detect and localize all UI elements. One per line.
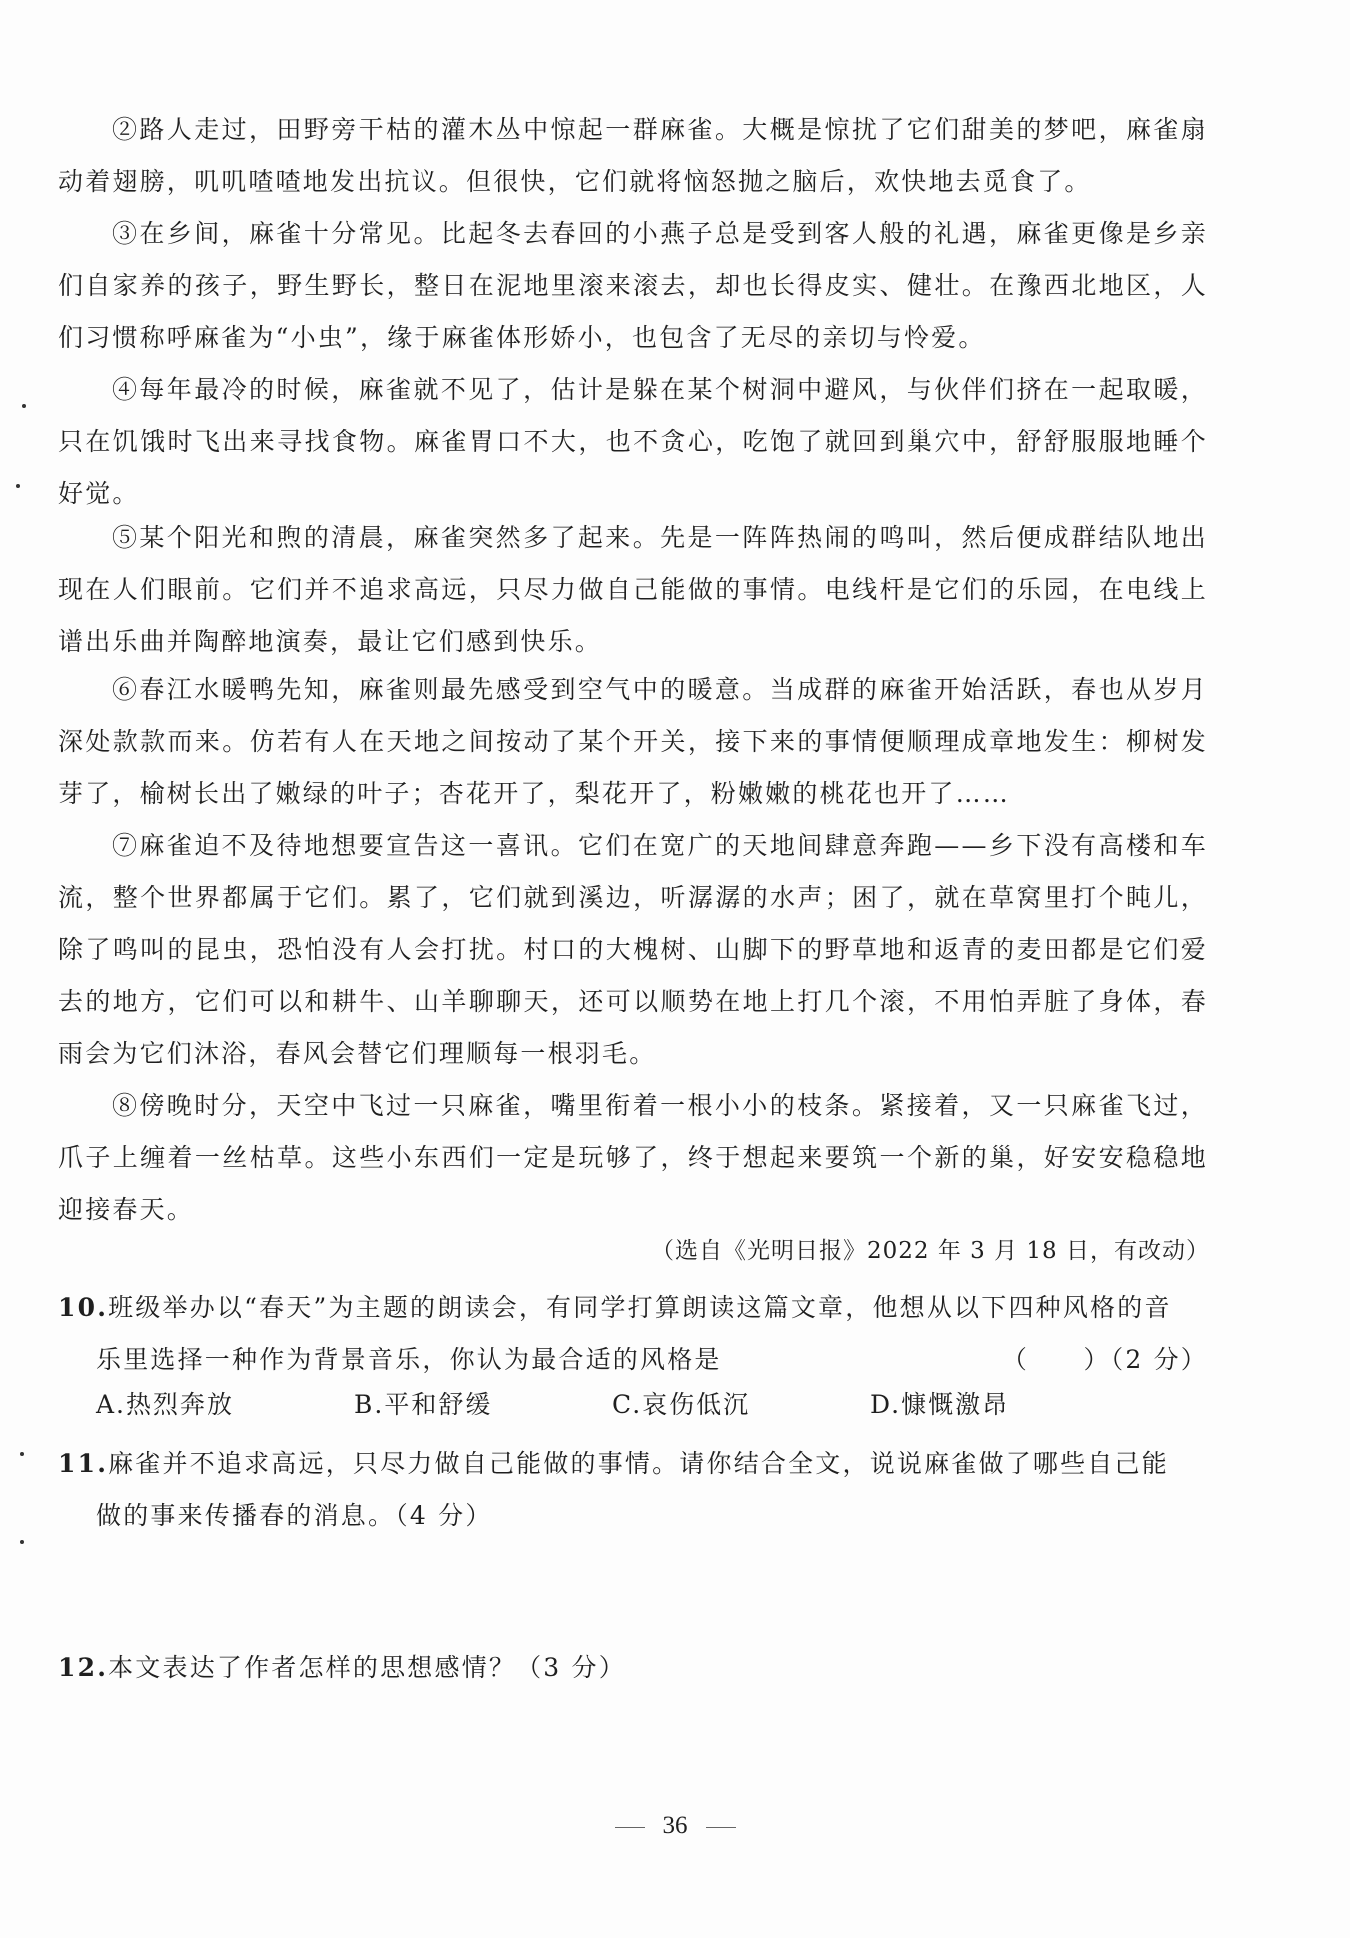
margin-mark xyxy=(20,1452,24,1456)
paragraph-3: ③在乡间，麻雀十分常见。比起冬去春回的小燕子总是受到客人般的礼遇，麻雀更像是乡亲们自家养的孩子，野生野长，整日在泥地里滚来滚去，却也长得皮实、健壮。在豫西北地区，人们习惯称呼麻雀为“小虫”，缘于麻雀体形娇小，也包含了无尽的亲切与怜爱。 xyxy=(58,219,1208,352)
question-11 xyxy=(58,1438,1208,1542)
option-b: B.平和舒缓 xyxy=(354,1390,493,1419)
question-number: 11. xyxy=(58,1449,109,1478)
source-citation: （选自《光明日报》2022 年 3 月 18 日，有改动） xyxy=(651,1238,1210,1264)
question-number: 12. xyxy=(58,1653,109,1682)
paragraph-4: ④每年最冷的时候，麻雀就不见了，估计是躲在某个树洞中避风，与伙伴们挤在一起取暖，只在饥饿时飞出来寻找食物。麻雀胃口不大，也不贪心，吃饱了就回到巢穴中，舒舒服服地睡个好觉。 xyxy=(58,375,1208,508)
margin-mark xyxy=(22,404,26,408)
footer-dash-right xyxy=(706,1827,736,1828)
paragraph-8: ⑧傍晚时分，天空中飞过一只麻雀，嘴里衔着一根小小的枝条。紧接着，又一只麻雀飞过，爪子上缠着一丝枯草。这些小东西们一定是玩够了，终于想起来要筑一个新的巢，好安安稳稳地迎接春天。 xyxy=(58,1091,1208,1224)
paragraph-2: ②路人走过，田野旁干枯的灌木丛中惊起一群麻雀。大概是惊扰了它们甜美的梦吧，麻雀扇动着翅膀，叽叽喳喳地发出抗议。但很快，它们就将恼怒抛之脑后，欢快地去觅食了。 xyxy=(58,115,1208,196)
margin-mark xyxy=(16,484,20,488)
question-12 xyxy=(58,1642,1208,1694)
option-d: D.慷慨激昂 xyxy=(870,1390,1010,1419)
page-footer xyxy=(0,1812,1350,1840)
footer-dash-left xyxy=(615,1827,645,1828)
paragraph-5: ⑤某个阳光和煦的清晨，麻雀突然多了起来。先是一阵阵热闹的鸣叫，然后便成群结队地出现在人们眼前。它们并不追求高远，只尽力做自己能做的事情。电线杆是它们的乐园，在电线上谱出乐曲并陶醉地演奏，最让它们感到快乐。 xyxy=(58,523,1208,656)
answer-blank: （ ）（2 分） xyxy=(1001,1345,1208,1374)
question-number: 10. xyxy=(58,1293,109,1322)
question-text: 麻雀并不追求高远，只尽力做自己能做的事情。请你结合全文，说说麻雀做了哪些自己能 xyxy=(108,1449,1169,1478)
answer-options xyxy=(96,1385,1206,1421)
option-c: C.哀伤低沉 xyxy=(612,1390,751,1419)
question-10 xyxy=(58,1282,1208,1386)
paragraph-6: ⑥春江水暖鸭先知，麻雀则最先感受到空气中的暖意。当成群的麻雀开始活跃，春也从岁月深处款款而来。仿若有人在天地之间按动了某个开关，接下来的事情便顺理成章地发生：柳树发芽了，榆树长出了嫩绿的叶子；杏花开了，梨花开了，粉嫩嫩的桃花也开了…… xyxy=(58,675,1208,808)
question-text: 班级举办以“春天”为主题的朗读会，有同学打算朗读这篇文章，他想从以下四种风格的音 xyxy=(108,1293,1172,1322)
page-number: 36 xyxy=(662,1812,688,1839)
paragraph-7: ⑦麻雀迫不及待地想要宣告这一喜讯。它们在宽广的天地间肆意奔跑——乡下没有高楼和车流，整个世界都属于它们。累了，它们就到溪边，听潺潺的水声；困了，就在草窝里打个盹儿，除了鸣叫的昆虫，恐怕没有人会打扰。村口的大槐树、山脚下的野草地和返青的麦田都是它们爱去的地方，它们可以和耕牛、山羊聊聊天，还可以顺势在地上打几个滚，不用怕弄脏了身体，春雨会为它们沐浴，春风会替它们理顺每一根羽毛。 xyxy=(58,831,1208,1068)
option-a: A.热烈奔放 xyxy=(96,1390,235,1419)
question-text-cont: 做的事来传播春的消息。（4 分） xyxy=(96,1501,493,1530)
question-text-cont: 乐里选择一种作为背景音乐，你认为最合适的风格是 xyxy=(96,1345,722,1374)
margin-mark xyxy=(20,1540,24,1544)
question-text: 本文表达了作者怎样的思想感情？（3 分） xyxy=(108,1653,626,1682)
